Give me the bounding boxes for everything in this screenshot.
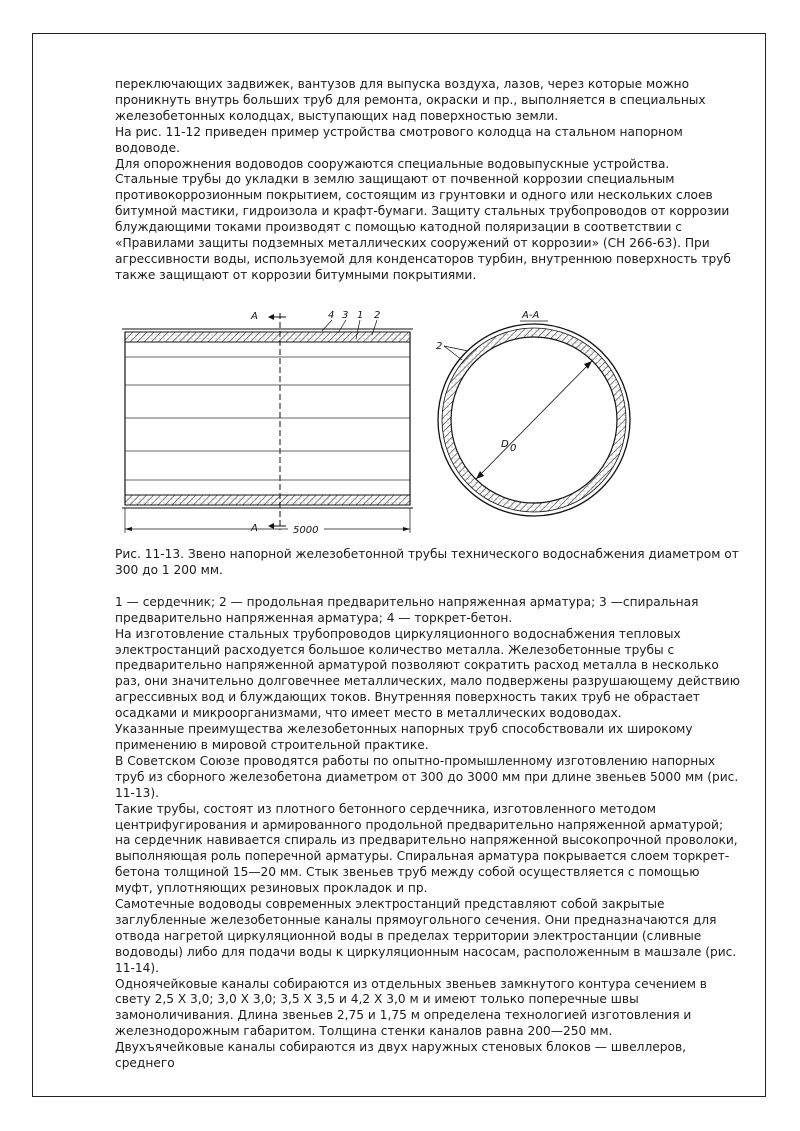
- paragraph: переключающих задвижек, вантузов для выпуска воздуха, лазов, через которые можно проникнуть внутрь больших труб для ремонта, окраски и пр., выполняется в специальных железобетонных колодцах, выступающих над поверхностью земли.: [115, 77, 706, 123]
- callout-2: 2: [374, 310, 381, 321]
- paragraph: Указанные преимущества железобетонных напорных труб способствовали их широкому применению в мировой строительной практике.: [115, 722, 693, 752]
- paragraph: на сердечник навивается спираль из предварительно напряженной высокопрочной проволоки, выполняющая роль поперечной арматуры. Спиральная арматура покрывается слоем торкрет-бетона толщиной 15—20 мм. Стык звеньев труб между собой осуществляется с помощью муфт, уплотняющих резиновых прокладок и пр.: [115, 833, 738, 896]
- pipe-drawing-svg: [110, 305, 750, 545]
- paragraph: Такие трубы, состоят из плотного бетонного сердечника, изготовленного методом центрифугирования и армированного продольной предварительно напряженной арматурой;: [115, 801, 724, 832]
- paragraph: Самотечные водоводы современных электростанций представляют собой закрытые заглубленные железобетонные каналы прямоугольного сечения. Они предназначаются для отвода нагретой циркуляционной воды в пределах территории электростанции (сливные водоводы) либо для подачи воды к циркуляционным насосам, расположенным в машзале (рис. 11-14).: [115, 897, 737, 975]
- callout-1: 1: [357, 310, 364, 321]
- pipe-side-view: [122, 310, 413, 536]
- body-text-bottom: [115, 547, 740, 1072]
- length-dimension: 5000: [293, 525, 319, 536]
- paragraph: Двухъячейковые каналы собираются из двух наружных стеновых блоков — швеллеров, среднего: [115, 1040, 687, 1071]
- body-text-top: [115, 77, 740, 284]
- figure-caption: Рис. 11-13. Звено напорной железобетонной трубы технического водоснабжения диаметром от 300 до 1 200 мм.: [115, 547, 739, 577]
- paragraph: Одноячейковые каналы собираются из отдельных звеньев замкнутого контура сечением в свету 2,5 X 3,0; 3,0 X 3,0; 3,5 X 3,5 и 4,2 X 3,0 м и имеют только поперечные швы замоноличивания. Длина звеньев 2,75 и 1,75 м определена технологией изготовления и железнодорожным габаритом. Толщина стенки каналов равна 200—250 мм.: [115, 976, 707, 1039]
- figure-pipe-drawing: [110, 305, 750, 545]
- paragraph: Стальные трубы до укладки в землю защищают от почвенной коррозии специальным противокоррозионным покрытием, состоящим из грунтовки и одного или нескольких слоев битумной мастики, гидроизола и крафт-бумаги. Защиту стальных трубопроводов от коррозии блуждающими токами производят с помощью катодной поляризации в соответствии с «Правилами защиты подземных металлических сооружений от коррозии» (СН 266-63). При агрессивности воды, используемой для конденсаторов турбин, внутреннюю поверхность труб также защищают от коррозии битумными покрытиями.: [115, 172, 731, 282]
- legend-paragraph: 1 — сердечник; 2 — продольная предварительно напряженная арматура; 3 —спиральная предварительно напряженная арматура; 4 — торкрет-бетон.: [115, 594, 699, 625]
- paragraph: На изготовление стальных трубопроводов циркуляционного водоснабжения тепловых электростанций расходуется большое количество металла. Железобетонные трубы с предварительно напряженной арматурой позволяют сократить расход металла в несколько раз, они значительно долговечнее металлических, мало подвержены разрушающему действию агрессивных вод и блуждающих токов. Внутренняя поверхность таких труб не обрастает осадками и микроорганизмами, что имеет место в металлических водоводах.: [115, 626, 740, 721]
- callout-2-section: 2: [436, 341, 443, 352]
- callout-3: 3: [342, 310, 349, 321]
- section-title: А-А: [522, 310, 540, 321]
- paragraph: Для опорожнения водоводов сооружаются специальные водовыпускные устройства.: [115, 156, 670, 171]
- diameter-subscript: 0: [510, 443, 517, 454]
- pipe-cross-section: [436, 310, 630, 516]
- callout-4: 4: [328, 310, 335, 321]
- paragraph: На рис. 11-12 приведен пример устройства смотрового колодца на стальном напорном водоводе.: [115, 124, 683, 155]
- section-marker-top: А: [251, 311, 258, 322]
- section-marker-bottom: А: [251, 523, 258, 534]
- paragraph: В Советском Союзе проводятся работы по опытно-промышленному изготовлению напорных труб из сборного железобетона диаметром от 300 до 3000 мм при длине звеньев 5000 мм (рис. 11-13).: [115, 753, 739, 800]
- diameter-label: D: [501, 439, 509, 450]
